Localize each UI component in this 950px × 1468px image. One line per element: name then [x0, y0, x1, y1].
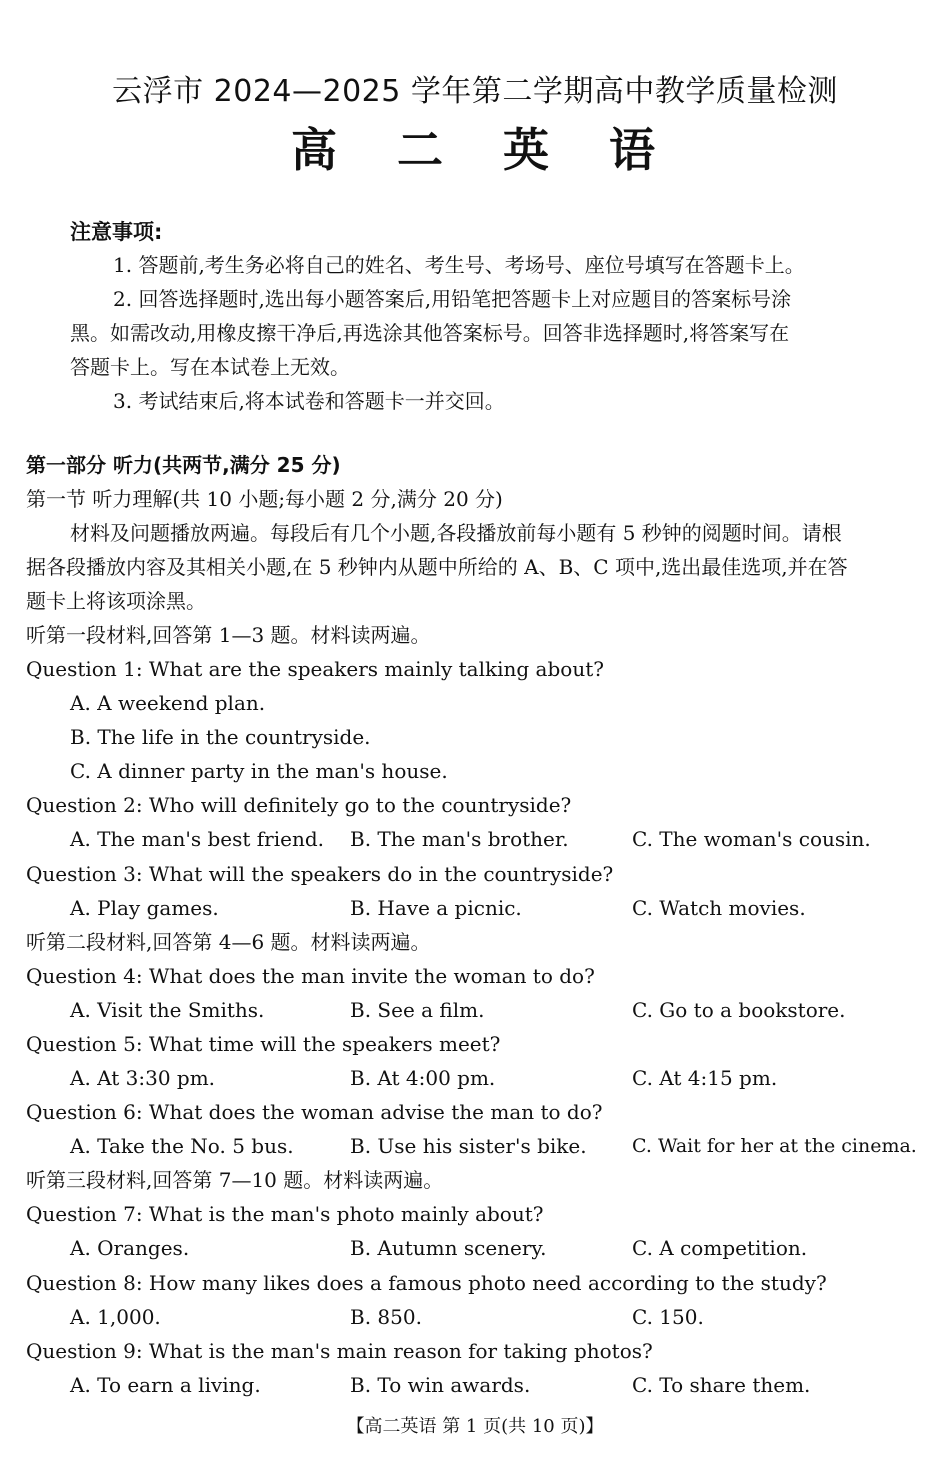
notice-item-2-line-2: 黑。如需改动,用橡皮擦干净后,再选涂其他答案标号。回答非选择题时,将答案写在 [70, 321, 790, 345]
question-stem: Question 8: How many likes does a famous photo need according to the study? [26, 1271, 827, 1295]
instructions-line-3: 题卡上将该项涂黑。 [26, 589, 206, 613]
segment-1-instruction: 听第一段材料,回答第 1—3 题。材料读两遍。 [26, 623, 431, 647]
option-a: A. Play games. [70, 896, 219, 920]
notice-item-2-line-3: 答题卡上。写在本试卷上无效。 [70, 355, 350, 379]
option-a: A. 1,000. [70, 1305, 161, 1329]
question-stem: Question 9: What is the man's main reason for taking photos? [26, 1339, 653, 1363]
option-b: B. Have a picnic. [350, 896, 522, 920]
option-c: C. Watch movies. [632, 896, 806, 920]
option-a: A. Take the No. 5 bus. [70, 1134, 294, 1158]
option-a: A. Oranges. [70, 1236, 190, 1260]
instructions-line-1: 材料及问题播放两遍。每段后有几个小题,各段播放前每小题有 5 秒钟的阅题时间。请根 [70, 521, 842, 545]
option-a: A. Visit the Smiths. [70, 998, 265, 1022]
question-stem: Question 1: What are the speakers mainly talking about? [26, 657, 604, 681]
option-b: B. 850. [350, 1305, 422, 1329]
option-b: B. The man's brother. [350, 827, 569, 851]
option-c: C. A dinner party in the man's house. [70, 759, 448, 783]
section1-heading: 第一节 听力理解(共 10 小题;每小题 2 分,满分 20 分) [26, 487, 503, 511]
option-b: B. Use his sister's bike. [350, 1134, 587, 1158]
option-b: B. To win awards. [350, 1373, 531, 1397]
option-b: B. At 4:00 pm. [350, 1066, 496, 1090]
question-stem: Question 2: Who will definitely go to the countryside? [26, 793, 572, 817]
subject-title: 高 二 英 语 [290, 123, 678, 177]
segment-2-instruction: 听第二段材料,回答第 4—6 题。材料读两遍。 [26, 930, 431, 954]
question-stem: Question 4: What does the man invite the woman to do? [26, 964, 595, 988]
page-footer: 【高二英语 第 1 页(共 10 页)】 [346, 1416, 604, 1437]
notice-heading: 注意事项: [70, 220, 163, 244]
exam-title: 云浮市 2024—2025 学年第二学期高中教学质量检测 [112, 74, 838, 109]
question-stem: Question 6: What does the woman advise the man to do? [26, 1100, 603, 1124]
notice-item-1: 1. 答题前,考生务必将自己的姓名、考生号、考场号、座位号填写在答题卡上。 [113, 253, 805, 277]
option-c: C. Go to a bookstore. [632, 998, 846, 1022]
option-a: A. A weekend plan. [70, 691, 266, 715]
segment-3-instruction: 听第三段材料,回答第 7—10 题。材料读两遍。 [26, 1168, 444, 1192]
option-a: A. The man's best friend. [70, 827, 324, 851]
option-c: C. 150. [632, 1305, 704, 1329]
option-c: C. To share them. [632, 1373, 811, 1397]
option-a: A. At 3:30 pm. [70, 1066, 216, 1090]
option-c: C. At 4:15 pm. [632, 1066, 778, 1090]
notice-item-3: 3. 考试结束后,将本试卷和答题卡一并交回。 [113, 389, 505, 413]
option-b: B. Autumn scenery. [350, 1236, 547, 1260]
question-stem: Question 7: What is the man's photo mainly about? [26, 1202, 544, 1226]
part1-heading: 第一部分 听力(共两节,满分 25 分) [26, 453, 341, 477]
option-b: B. See a film. [350, 998, 485, 1022]
question-stem: Question 5: What time will the speakers meet? [26, 1032, 501, 1056]
instructions-line-2: 据各段播放内容及其相关小题,在 5 秒钟内从题中所给的 A、B、C 项中,选出最佳选项,并在答 [26, 555, 848, 579]
question-stem: Question 3: What will the speakers do in the countryside? [26, 862, 614, 886]
option-c: C. Wait for her at the cinema. [632, 1135, 917, 1157]
option-a: A. To earn a living. [70, 1373, 261, 1397]
option-c: C. The woman's cousin. [632, 827, 871, 851]
option-b: B. The life in the countryside. [70, 725, 371, 749]
option-c: C. A competition. [632, 1236, 808, 1260]
notice-item-2-line-1: 2. 回答选择题时,选出每小题答案后,用铅笔把答题卡上对应题目的答案标号涂 [113, 287, 792, 311]
